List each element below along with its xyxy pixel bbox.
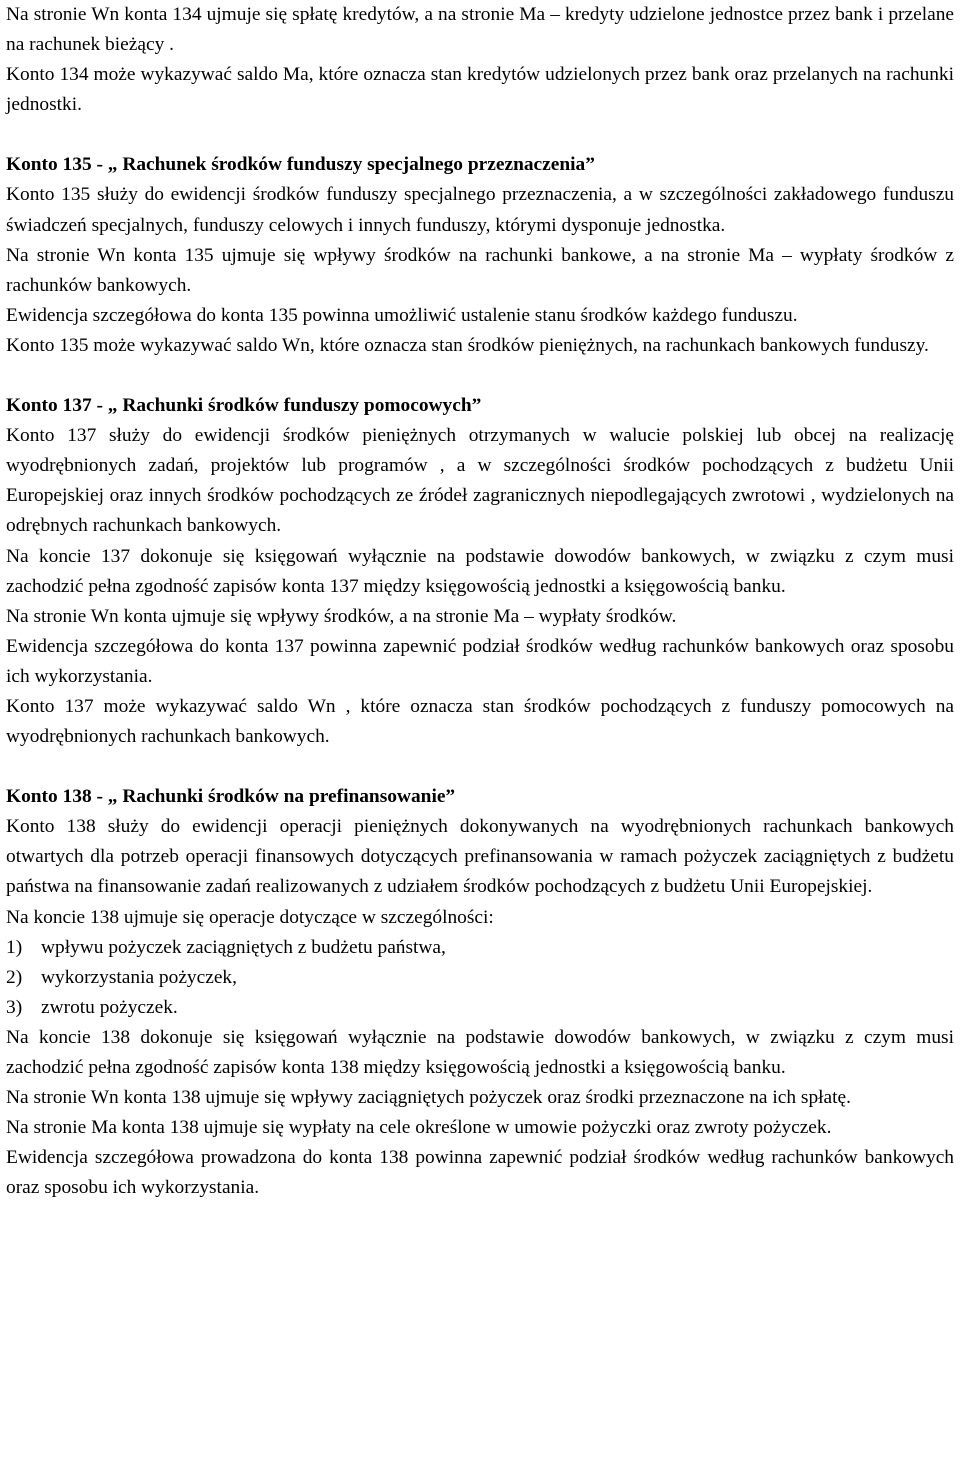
paragraph: Konto 135 może wykazywać saldo Wn, które oznacza stan środków pieniężnych, na rachunkach bankowych funduszy. [6,334,929,356]
section-konto-138 [6,782,954,1203]
section-konto-137 [6,391,954,752]
section-gap [6,120,954,150]
paragraph: Ewidencja szczegółowa do konta 135 powinna umożliwić ustalenie stanu środków każdego funduszu. [6,304,798,326]
list-item [6,993,954,1023]
paragraph: Na stronie Ma konta 138 ujmuje się wypłaty na cele określone w umowie pożyczki oraz zwroty pożyczek. [6,1117,832,1139]
list-number: 3) [6,996,23,1018]
paragraph: Na stronie Wn konta 135 ujmuje się wpływy środków na rachunki bankowe, a na stronie Ma – wypłaty środków z rachunków bankowych. [6,244,954,296]
section-gap [6,752,954,782]
list-number: 2) [6,966,23,988]
paragraph: Na stronie Wn konta ujmuje się wpływy środków, a na stronie Ma – wypłaty środków. [6,605,677,627]
paragraph: Na koncie 138 ujmuje się operacje dotyczące w szczególności: [6,906,494,928]
paragraph: Na stronie Wn konta 134 ujmuje się spłatę kredytów, a na stronie Ma – kredyty udzielone jednostce przez bank i przelane na rachunek bieżący . [6,4,954,56]
paragraph: Konto 137 może wykazywać saldo Wn , które oznacza stan środków pochodzących z funduszy pomocowych na wyodrębnionych rachunkach bankowych. [6,695,954,748]
section-gap [6,361,954,391]
intro-section [6,0,954,120]
paragraph: Na koncie 138 dokonuje się księgowań wyłącznie na podstawie dowodów bankowych, w związku z czym musi zachodzić pełna zgodność zapisów konta 138 między księgowością jednostki a księgowością banku. [6,1026,954,1078]
list-text: wpływu pożyczek zaciągniętych z budżetu państwa, [41,936,446,958]
list-item [6,963,954,993]
paragraph: Konto 134 może wykazywać saldo Ma, które oznacza stan kredytów udzielonych przez bank oraz przelanych na rachunki jednostki. [6,64,954,116]
list-text: wykorzystania pożyczek, [41,966,237,988]
paragraph: Ewidencja szczegółowa prowadzona do konta 138 powinna zapewnić podział środków według rachunków bankowych oraz sposobu ich wykorzystania. [6,1147,954,1199]
paragraph: Na stronie Wn konta 138 ujmuje się wpływy zaciągniętych pożyczek oraz środki przeznaczone na ich spłatę. [6,1087,851,1109]
section-heading: Konto 138 - „ Rachunki środków na prefinansowanie” [6,786,456,808]
paragraph: Konto 138 służy do ewidencji operacji pieniężnych dokonywanych na wyodrębnionych rachunkach bankowych otwartych dla potrzeb operacji finansowych dotyczących prefinansowania w ramach pożyczek zaciągniętych z budżetu państwa na finansowanie zadań realizowanych z udziałem środków pochodzących z budżetu Unii Europejskiej. [6,816,954,898]
list-text: zwrotu pożyczek. [41,996,178,1018]
paragraph: Konto 137 służy do ewidencji środków pieniężnych otrzymanych w walucie polskiej lub obcej na realizację wyodrębnionych zadań, projektów lub programów , a w szczególności środków pochodzących z budżetu Unii Europejskiej oraz innych środków pochodzących ze źródeł zagranicznych niepodlegających zwrotowi , wydzielonych na odrębnych rachunkach bankowych. [6,425,954,537]
section-heading: Konto 137 - „ Rachunki środków funduszy pomocowych” [6,395,482,417]
paragraph: Ewidencja szczegółowa do konta 137 powinna zapewnić podział środków według rachunków bankowych oraz sposobu ich wykorzystania. [6,635,954,687]
numbered-list [6,933,954,1023]
paragraph: Na koncie 137 dokonuje się księgowań wyłącznie na podstawie dowodów bankowych, w związku z czym musi zachodzić pełna zgodność zapisów konta 137 między księgowością jednostki a księgowością banku. [6,545,954,597]
list-item [6,933,954,963]
section-konto-135 [6,150,954,361]
paragraph: Konto 135 służy do ewidencji środków funduszy specjalnego przeznaczenia, a w szczególności zakładowego funduszu świadczeń specjalnych, funduszy celowych i innych funduszy, którymi dysponuje jednostka. [6,184,954,236]
list-number: 1) [6,936,23,958]
section-heading: Konto 135 - „ Rachunek środków funduszy specjalnego przeznaczenia” [6,154,595,176]
